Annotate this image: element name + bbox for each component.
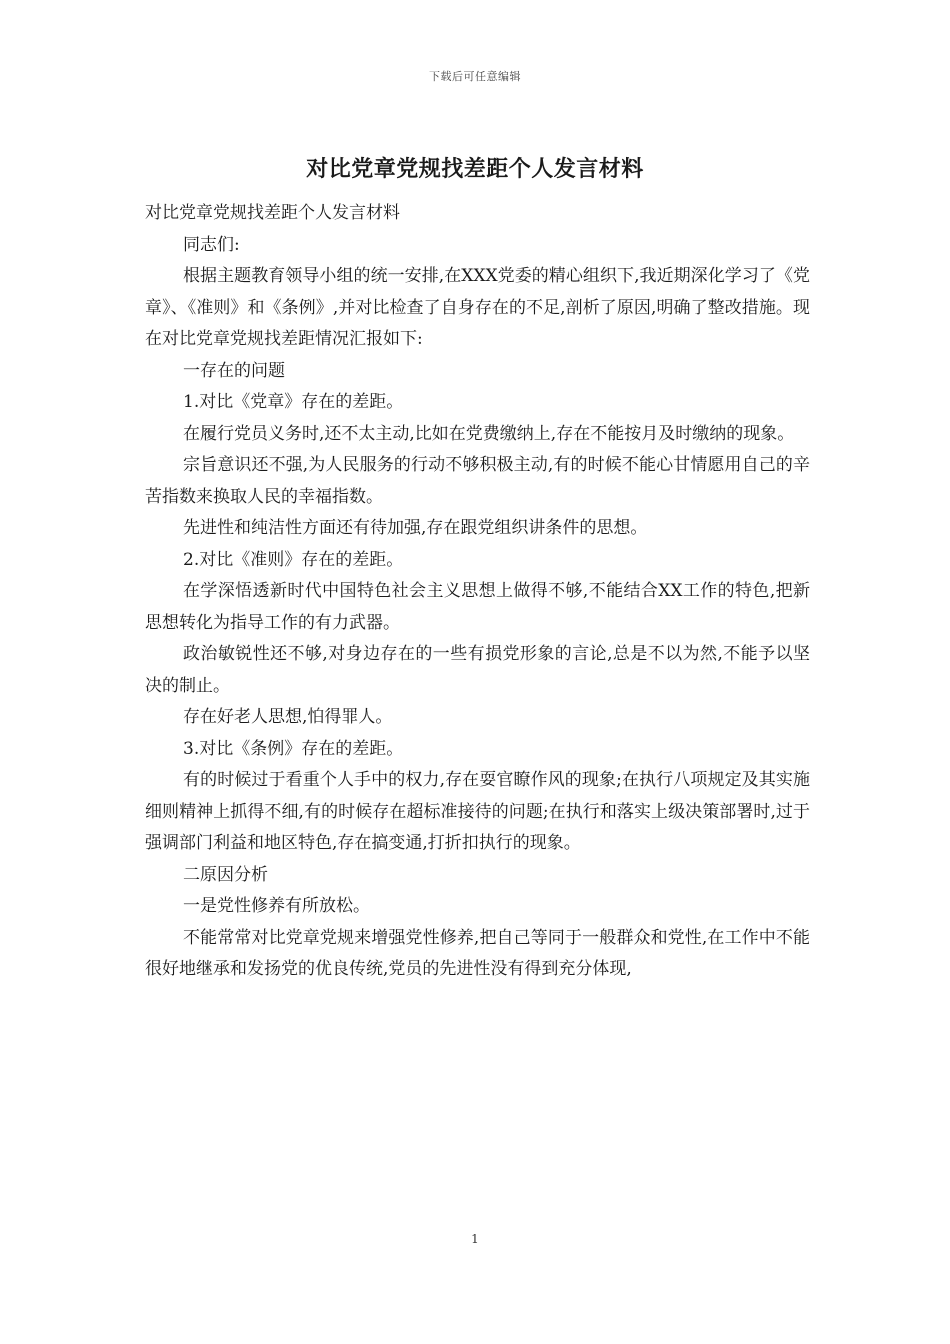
page-header-note: 下载后可任意编辑 (429, 70, 521, 83)
document-body (145, 198, 810, 986)
section-heading-cause-analysis: 二原因分析 (183, 864, 268, 885)
salutation-paragraph: 同志们: (183, 234, 240, 255)
subheading-party-constitution: 1.对比《党章》存在的差距。 (183, 392, 404, 412)
body-paragraph: 宗旨意识还不强,为人民服务的行动不够积极主动,有的时候不能心甘情愿用自己的辛苦指数来换取人民的幸福指数。 (145, 455, 810, 507)
body-paragraph: 先进性和纯洁性方面还有待加强,存在跟党组织讲条件的思想。 (183, 518, 648, 538)
document-title: 对比党章党规找差距个人发言材料 (306, 156, 644, 182)
section-heading-problems: 一存在的问题 (183, 360, 285, 381)
intro-paragraph: 根据主题教育领导小组的统一安排,在XXX党委的精心组织下,我近期深化学习了《党章》、《准则》和《条例》,并对比检查了自身存在的不足,剖析了原因,明确了整改措施。现在对比党章党规找差距情况汇报如下: (145, 266, 810, 349)
subheading-regulations: 3.对比《条例》存在的差距。 (183, 738, 404, 759)
subheading-guidelines: 2.对比《准则》存在的差距。 (183, 549, 404, 570)
body-paragraph: 在学深悟透新时代中国特色社会主义思想上做得不够,不能结合XX工作的特色,把新思想转化为指导工作的有力武器。 (145, 581, 810, 633)
body-paragraph: 有的时候过于看重个人手中的权力,存在耍官瞭作风的现象;在执行八项规定及其实施细则精神上抓得不细,有的时候存在超标准接待的问题;在执行和落实上级决策部署时,过于强调部门利益和地区特色,存在搞变通,打折扣执行的现象。 (145, 770, 810, 853)
subtitle-paragraph: 对比党章党规找差距个人发言材料 (145, 203, 400, 223)
body-paragraph: 在履行党员义务时,还不太主动,比如在党费缴纳上,存在不能按月及时缴纳的现象。 (183, 423, 795, 444)
page-number: 1 (471, 1232, 479, 1246)
body-paragraph: 政治敏锐性还不够,对身边存在的一些有损党形象的言论,总是不以为然,不能予以坚决的制止。 (145, 644, 810, 696)
subheading-party-spirit: 一是党性修养有所放松。 (183, 896, 370, 916)
body-paragraph: 存在好老人思想,怕得罪人。 (183, 707, 393, 727)
body-paragraph: 不能常常对比党章党规来增强党性修养,把自己等同于一般群众和党性,在工作中不能很好地继承和发扬党的优良传统,党员的先进性没有得到充分体现, (145, 927, 810, 979)
